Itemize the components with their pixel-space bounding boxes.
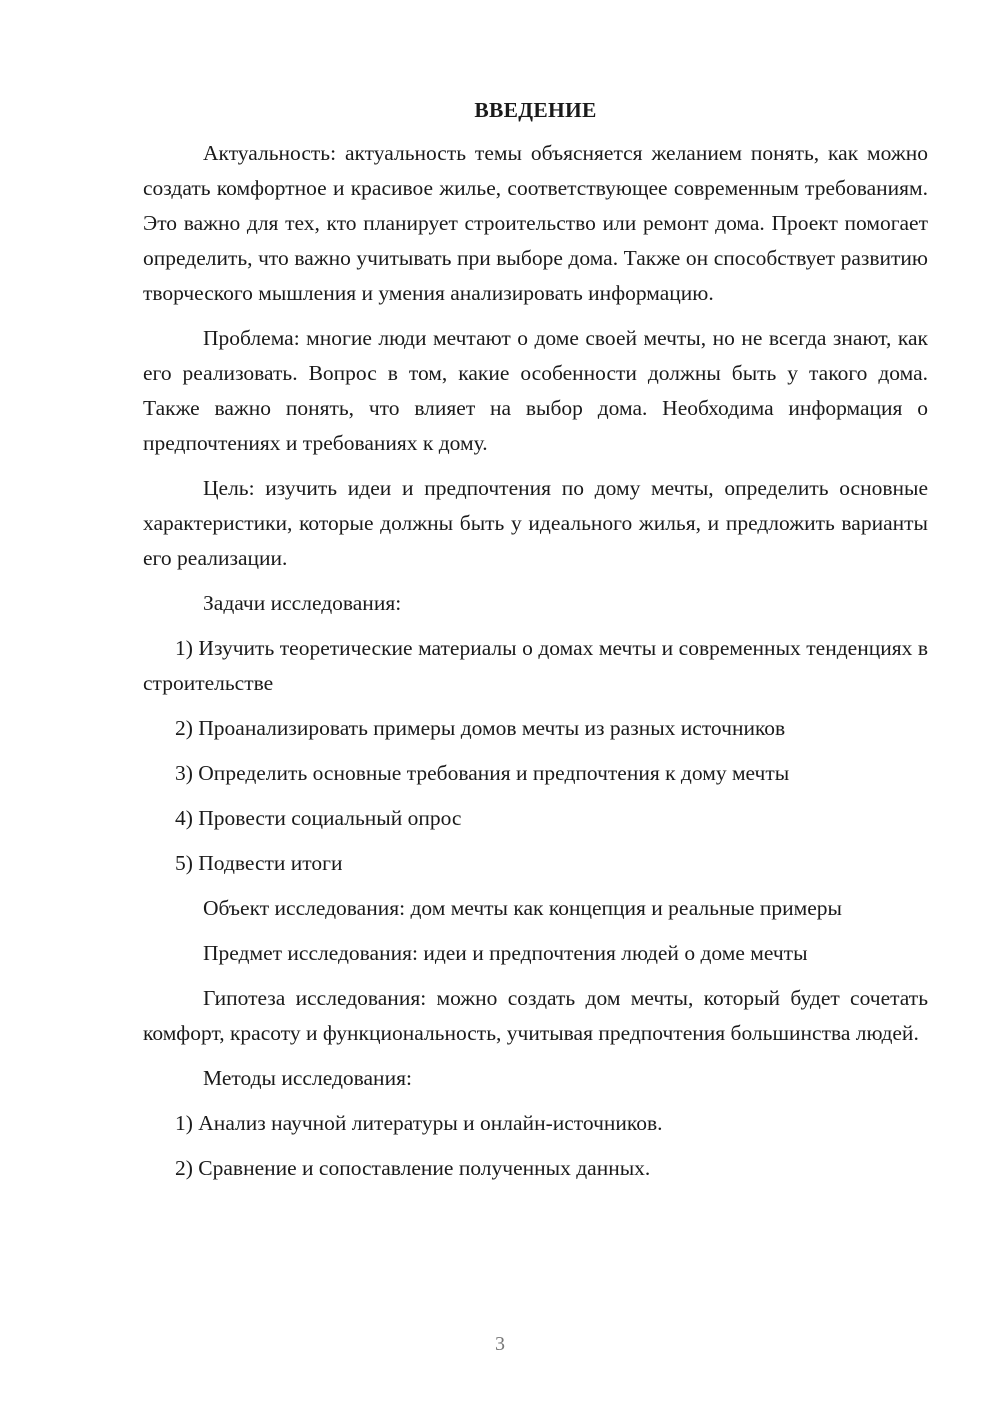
task-item: 2) Проанализировать примеры домов мечты из разных источников [175,716,786,740]
subject-paragraph: Предмет исследования: идеи и предпочтения людей о доме мечты [203,941,808,965]
goal-paragraph: Цель: изучить идеи и предпочтения по дому мечты, определить основные характеристики, которые должны быть у идеального жилья, и предложить варианты его реализации. [143,476,928,570]
hypothesis-paragraph: Гипотеза исследования: можно создать дом мечты, который будет сочетать комфорт, красоту и функциональность, учитывая предпочтения большинства людей. [143,986,928,1045]
method-item: 1) Анализ научной литературы и онлайн-источников. [175,1111,663,1135]
page-number: 3 [495,1333,505,1355]
tasks-heading: Задачи исследования: [203,591,402,615]
task-item: 4) Провести социальный опрос [175,806,462,830]
relevance-paragraph: Актуальность: актуальность темы объясняется желанием понять, как можно создать комфортное и красивое жилье, соответствующее современным требованиям. Это важно для тех, кто планирует строительство или ремонт дома. Проект помогает определить, что важно учитывать при выборе дома. Также он способствует развитию творческого мышления и умения анализировать информацию. [143,141,928,305]
object-paragraph: Объект исследования: дом мечты как концепция и реальные примеры [203,896,842,920]
page-content [143,94,928,1196]
task-item: 3) Определить основные требования и предпочтения к дому мечты [175,761,790,785]
section-title: ВВЕДЕНИЕ [474,98,597,122]
method-item: 2) Сравнение и сопоставление полученных данных. [175,1156,651,1180]
task-item: 5) Подвести итоги [175,851,343,875]
task-item: 1) Изучить теоретические материалы о домах мечты и современных тенденциях в строительстве [143,636,928,695]
problem-paragraph: Проблема: многие люди мечтают о доме своей мечты, но не всегда знают, как его реализовать. Вопрос в том, какие особенности должны быть у такого дома. Также важно понять, что влияет на выбор дома. Необходима информация о предпочтениях и требованиях к дому. [143,326,928,455]
methods-heading: Методы исследования: [203,1066,412,1090]
